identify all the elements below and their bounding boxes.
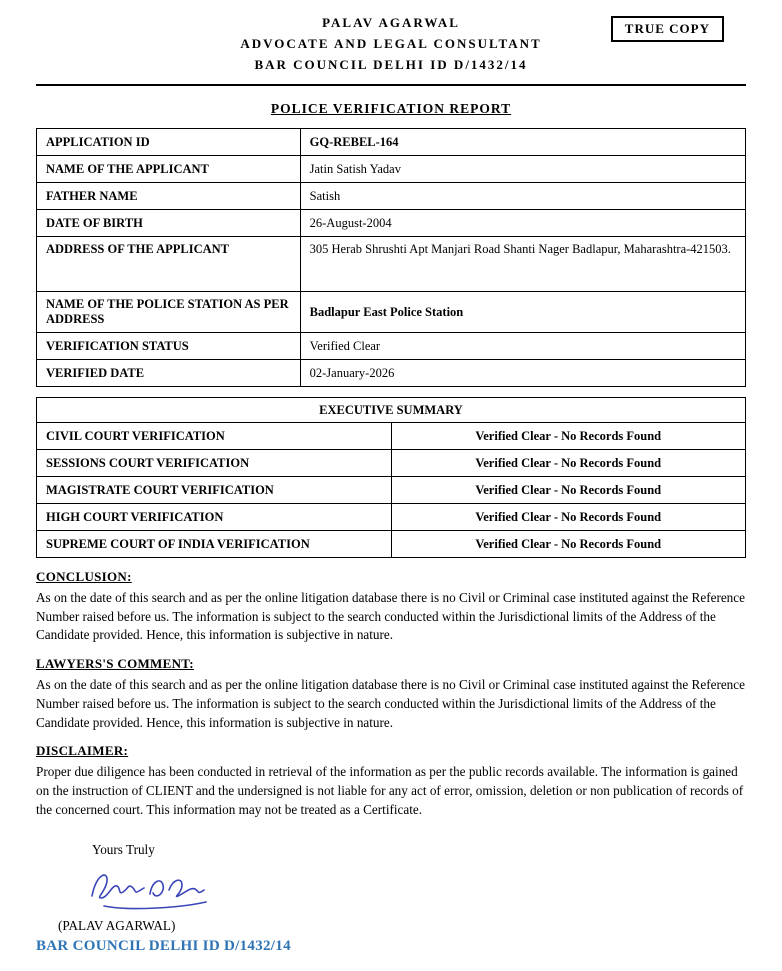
row-label: ADDRESS OF THE APPLICANT [37,237,301,292]
row-label: SESSIONS COURT VERIFICATION [37,450,392,477]
row-label: HIGH COURT VERIFICATION [37,504,392,531]
page-title: POLICE VERIFICATION REPORT [270,101,512,116]
table-row [37,333,746,360]
row-value: Jatin Satish Yadav [300,156,745,183]
signature [84,864,746,916]
section-body: Proper due diligence has been conducted in retrieval of the information as per the public records available. The information is gained on the instruction of CLIENT and the undersigned is not liable for any act of error, omission, deletion or non publication of records of the concerned court. This information may not be treated as a Certificate. [36,764,744,817]
row-value: Verified Clear [300,333,745,360]
row-value: Verified Clear - No Records Found [391,450,746,477]
signature-icon [84,864,224,916]
closing-text: Yours Truly [92,841,155,857]
row-label: FATHER NAME [37,183,301,210]
table-row [37,292,746,333]
row-label: SUPREME COURT OF INDIA VERIFICATION [37,531,392,558]
section-heading: LAWYERS'S COMMENT: [36,656,194,672]
advocate-bar-id: BAR COUNCIL DELHI ID D/1432/14 [254,57,528,72]
signatory-name: (PALAV AGARWAL) [58,917,176,933]
header-divider [36,84,746,86]
section-body: As on the date of this search and as per the online litigation database there is no Civil or Criminal case instituted against the Reference Number raised before us. The information is subject to the search conducted within the Jurisdictional limits of the Address of the Candidate provided. Hence, this information is subjective in nature. [36,590,745,643]
row-value: Badlapur East Police Station [300,292,745,333]
table-row [37,183,746,210]
row-value: Verified Clear - No Records Found [391,423,746,450]
true-copy-stamp: TRUE COPY [611,16,724,42]
row-label: MAGISTRATE COURT VERIFICATION [37,477,392,504]
row-value: GQ-REBEL-164 [300,129,745,156]
row-value: Satish [300,183,745,210]
table-row [37,531,746,558]
table-row [37,237,746,292]
table-row [37,360,746,387]
section-heading: CONCLUSION: [36,569,132,584]
row-value: 305 Herab Shrushti Apt Manjari Road Shanti Nager Badlapur, Maharashtra-421503. [300,237,745,292]
executive-summary-title: EXECUTIVE SUMMARY [37,398,746,423]
row-label: NAME OF THE POLICE STATION AS PER ADDRESS [37,292,301,333]
row-label: VERIFIED DATE [37,360,301,387]
executive-summary-table [36,397,746,558]
section-heading: DISCLAIMER: [36,743,129,759]
section-body: As on the date of this search and as per the online litigation database there is no Civil or Criminal case instituted against the Reference Number raised before us. The information is subject to the search conducted within the Jurisdictional limits of the Address of the Candidate provided. Hence, this information is subjective in nature. [36,677,745,730]
row-label: DATE OF BIRTH [37,210,301,237]
conclusion-section [36,569,746,645]
table-row [37,210,746,237]
row-value: 02-January-2026 [300,360,745,387]
table-row [37,423,746,450]
disclaimer-section [36,743,746,819]
row-label: APPLICATION ID [37,129,301,156]
advocate-subtitle: ADVOCATE AND LEGAL CONSULTANT [240,36,542,51]
row-label: NAME OF THE APPLICANT [37,156,301,183]
table-row [37,504,746,531]
row-value: Verified Clear - No Records Found [391,477,746,504]
footer-bar-id: BAR COUNCIL DELHI ID D/1432/14 [36,937,291,954]
table-row [37,450,746,477]
row-label: VERIFICATION STATUS [37,333,301,360]
report-table [36,128,746,387]
advocate-name: PALAV AGARWAL [322,15,460,30]
row-value: 26-August-2004 [300,210,745,237]
lawyers-comment-section [36,656,746,732]
table-row [37,156,746,183]
row-value: Verified Clear - No Records Found [391,531,746,558]
table-row [37,129,746,156]
row-value: Verified Clear - No Records Found [391,504,746,531]
row-label: CIVIL COURT VERIFICATION [37,423,392,450]
table-row [37,477,746,504]
table-row [37,398,746,423]
